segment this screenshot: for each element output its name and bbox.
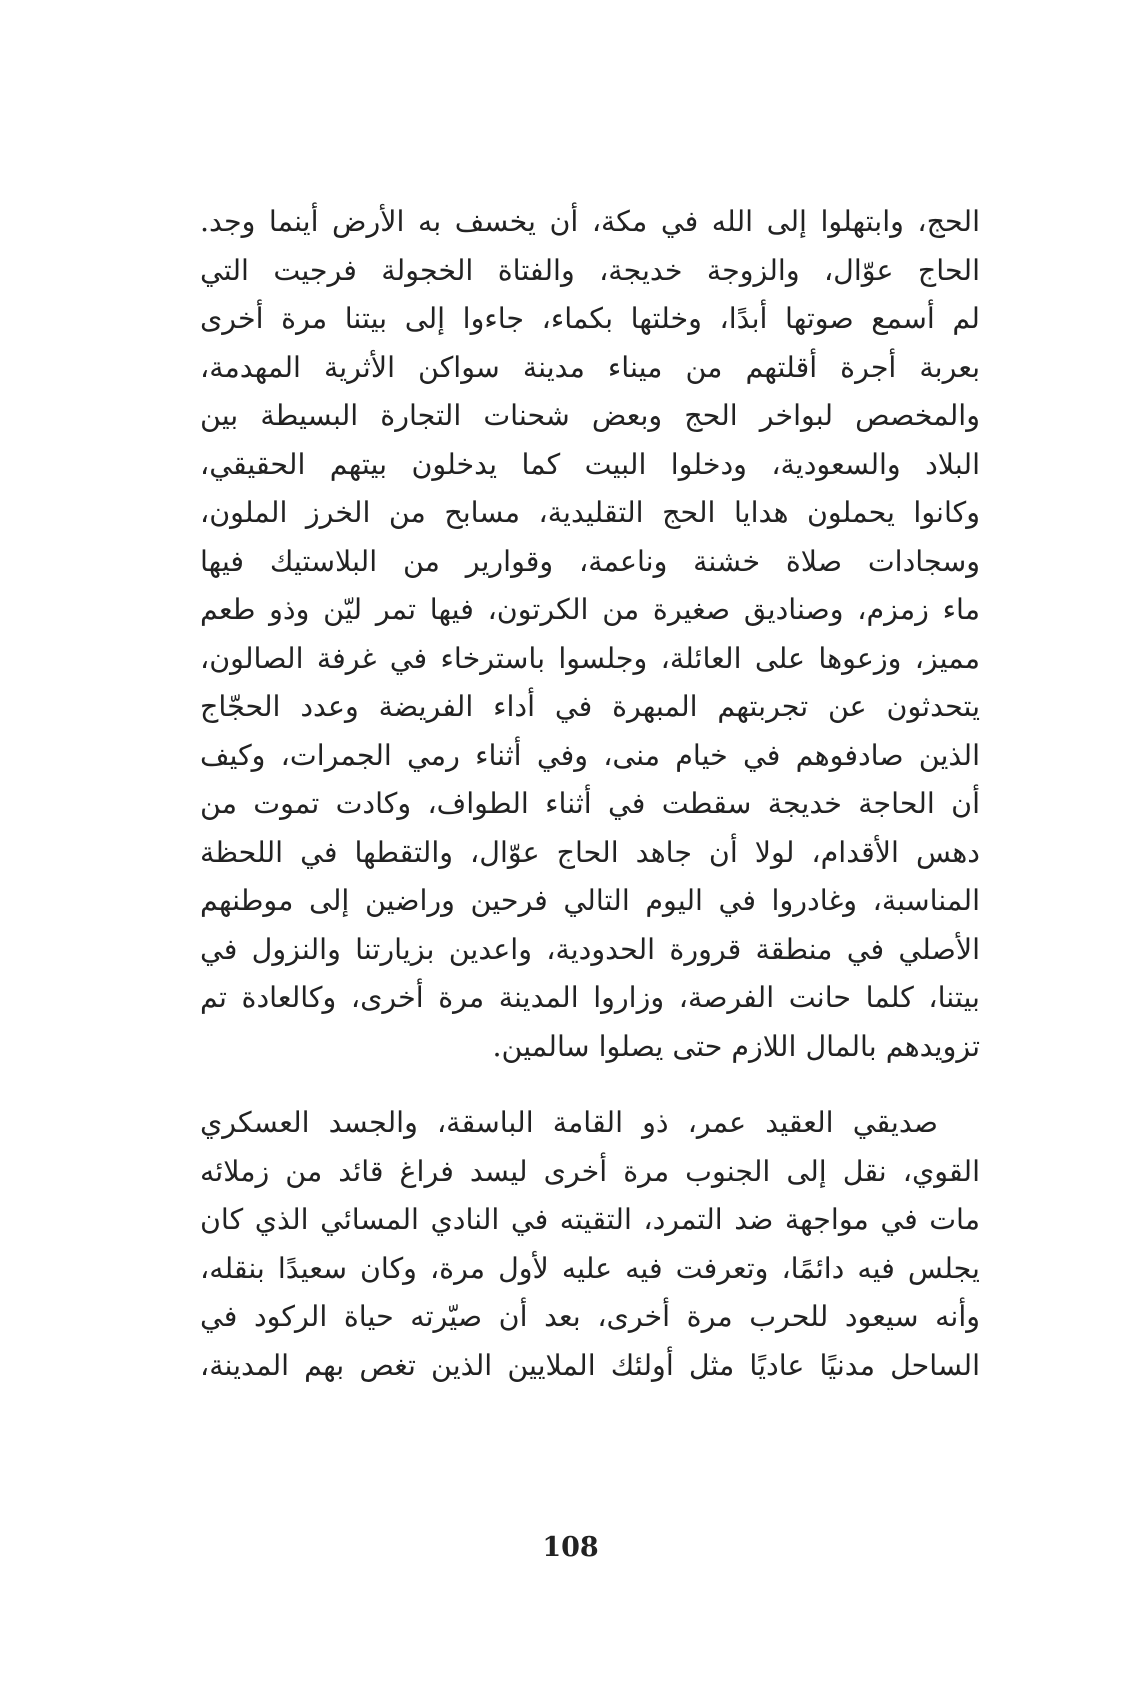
text-line: دهس الأقدام، لولا أن جاهد الحاج عوّال، والتقطها في اللحظة <box>200 835 980 869</box>
text-line: الحج، وابتهلوا إلى الله في مكة، أن يخسف به الأرض أينما وجد. <box>200 205 980 238</box>
text-line: وسجادات صلاة خشنة وناعمة، وقوارير من البلاستيك فيها <box>200 544 980 578</box>
text-line: مميز، وزعوها على العائلة، وجلسوا باسترخاء في غرفة الصالون، <box>200 641 980 675</box>
text-line: بعربة أجرة أقلتهم من ميناء مدينة سواكن الأثرية المهدمة، <box>200 350 980 384</box>
text-line: صديقي العقيد عمر، ذو القامة الباسقة، والجسد العسكري <box>200 1106 938 1139</box>
text-line: أن الحاجة خديجة سقطت في أثناء الطواف، وكادت تموت من <box>200 787 980 820</box>
text-line: الساحل مدنيًا عاديًا مثل أولئك الملايين الذين تغص بهم المدينة، <box>200 1348 980 1382</box>
paragraph <box>200 1099 980 1390</box>
text-line: وكانوا يحملون هدايا الحج التقليدية، مسابح من الخرز الملون، <box>200 496 980 529</box>
text-line: لم أسمع صوتها أبدًا، وخلتها بكماء، جاءوا إلى بيتنا مرة أخرى <box>200 302 980 335</box>
text-line: الأصلي في منطقة قرورة الحدودية، واعدين بزيارتنا والنزول في <box>200 932 980 966</box>
text-line: تزويدهم بالمال اللازم حتى يصلوا سالمين. <box>492 1029 980 1063</box>
text-line: بيتنا، كلما حانت الفرصة، وزاروا المدينة مرة أخرى، وكالعادة تم <box>200 981 980 1014</box>
text-line: ماء زمزم، وصناديق صغيرة من الكرتون، فيها تمر ليّن وذو طعم <box>200 593 980 626</box>
text-line: مات في مواجهة ضد التمرد، التقيته في النادي المسائي الذي كان <box>200 1203 980 1236</box>
page-number: 108 <box>542 1532 599 1563</box>
text-line: القوي، نقل إلى الجنوب مرة أخرى ليسد فراغ قائد من زملائه <box>200 1154 980 1188</box>
text-line: البلاد والسعودية، ودخلوا البيت كما يدخلون بيتهم الحقيقي، <box>200 447 980 481</box>
text-line: وأنه سيعود للحرب مرة أخرى، بعد أن صيّرته حياة الركود في <box>200 1300 980 1333</box>
text-line: الحاج عوّال، والزوجة خديجة، والفتاة الخجولة فرجيت التي <box>200 253 980 287</box>
text-line: يجلس فيه دائمًا، وتعرفت فيه عليه لأول مرة، وكان سعيدًا بنقله، <box>200 1251 980 1285</box>
text-line: الذين صادفوهم في خيام منى، وفي أثناء رمي الجمرات، وكيف <box>200 738 980 772</box>
text-line: المناسبة، وغادروا في اليوم التالي فرحين وراضين إلى موطنهم <box>200 884 980 917</box>
paragraph-gap <box>200 1071 980 1099</box>
body-text <box>200 198 980 1390</box>
text-line: يتحدثون عن تجربتهم المبهرة في أداء الفريضة وعدد الحجّاج <box>200 690 980 723</box>
paragraph <box>200 198 980 1071</box>
text-line: والمخصص لبواخر الحج وبعض شحنات التجارة البسيطة بين <box>200 399 980 432</box>
